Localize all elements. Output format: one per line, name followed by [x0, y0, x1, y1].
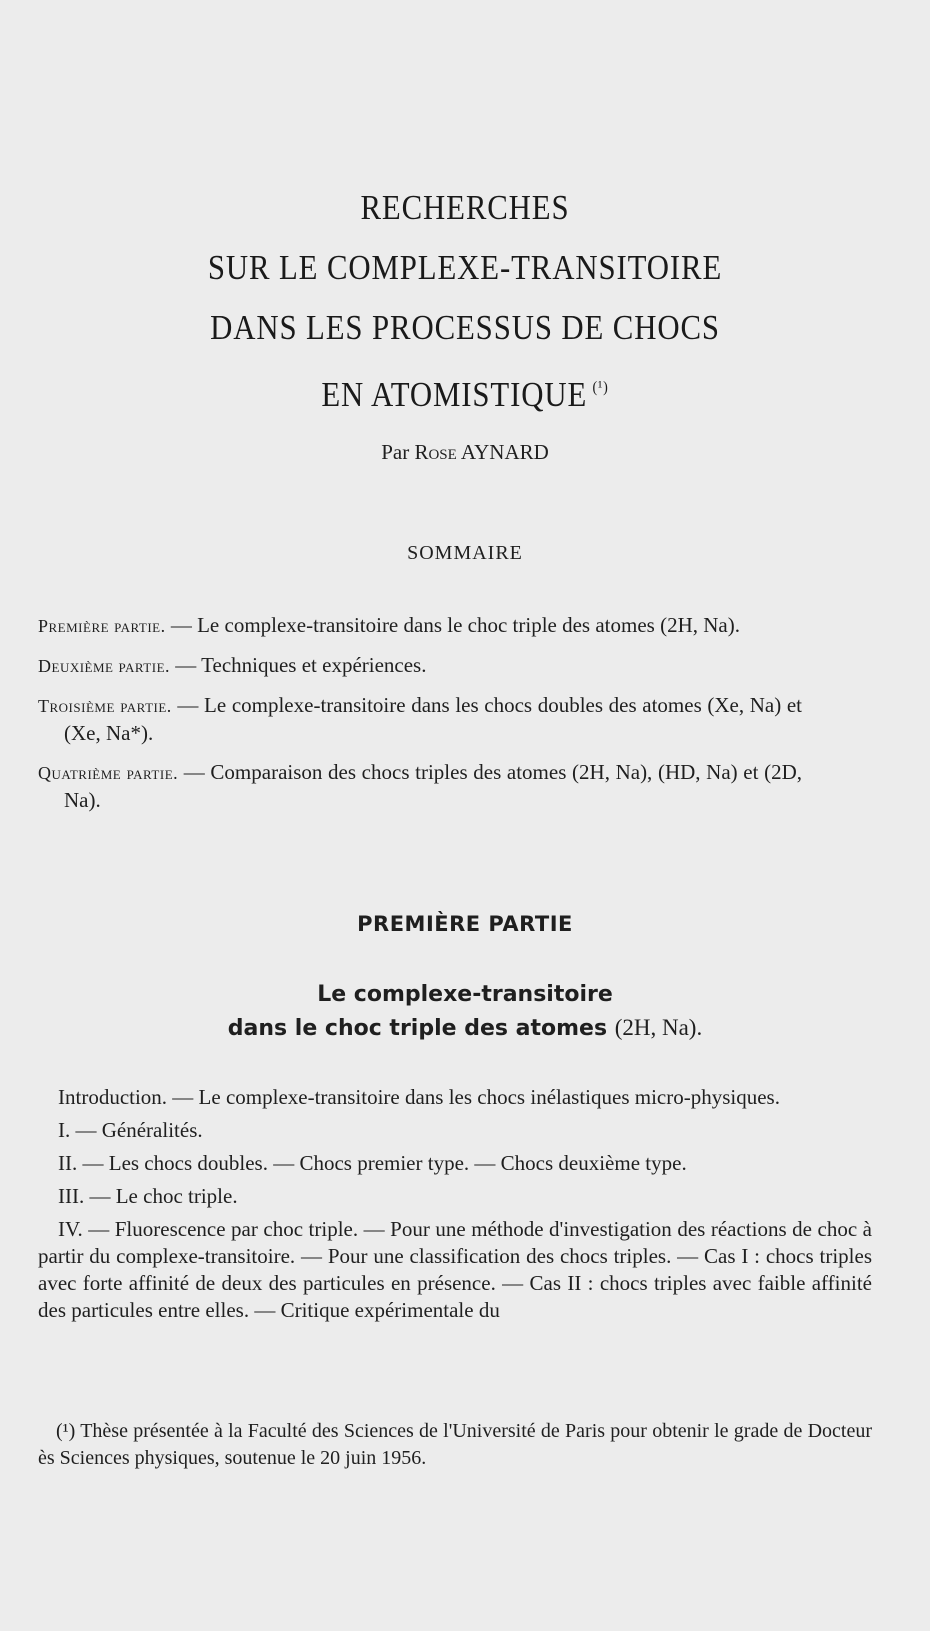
sommaire-list [38, 612, 802, 826]
toc-introduction: Introduction. — Le complexe-transitoire dans les chocs inélastiques micro-physiques. [58, 1085, 780, 1109]
part-subtitle-line-1: Le complexe-transitoire [317, 982, 613, 1007]
title-line-2: SUR LE COMPLEXE-TRANSITOIRE [207, 248, 723, 287]
author-last-name: AYNARD [460, 440, 549, 464]
footnote-mark: (¹) [56, 1420, 76, 1442]
title-line-4 [56, 358, 874, 425]
sommaire-item-label: Deuxième partie. [38, 656, 171, 676]
sommaire-item-text: — Le complexe-transitoire dans le choc triple des atomes (2H, Na). [165, 613, 740, 637]
sommaire-item [38, 692, 802, 747]
sommaire-item-label: Quatrième partie. [38, 763, 179, 783]
part-contents [38, 1084, 872, 1330]
sommaire-item [38, 652, 802, 680]
footnote [38, 1418, 872, 1472]
toc-section-iii: III. — Le choc triple. [58, 1184, 238, 1208]
sommaire-item-label: Troisième partie. [38, 696, 172, 716]
part-subtitle-line-2-text: dans le choc triple des atomes [227, 1016, 608, 1041]
author-prefix: Par [381, 440, 410, 464]
author-first-name: Rose [414, 440, 457, 464]
sommaire-item-text: — Le complexe-transitoire dans les chocs doubles des atomes (Xe, Na) et (Xe, Na*). [64, 693, 802, 745]
part-subtitle [0, 978, 930, 1045]
title-line-1: RECHERCHES [360, 188, 570, 227]
sommaire-heading: SOMMAIRE [407, 542, 523, 564]
title-footnote-mark: (¹) [592, 379, 609, 396]
part-subtitle-line-2 [0, 1011, 930, 1045]
footnote-text: Thèse présentée à la Faculté des Sciences de l'Université de Paris pour obtenir le grade de Docteur ès Sciences physiques, soutenue le 20 juin 1956. [38, 1420, 872, 1469]
sommaire-item [38, 612, 802, 640]
toc-section-iv: IV. — Fluorescence par choc triple. — Pour une méthode d'investigation des réactions de choc à partir du complexe-transitoire. — Pour une classification des chocs triples. — Cas I : chocs triples avec forte affinité de deux des particules en présence. — Cas II : chocs triples avec faible affinité des particules entre elles. — Critique expérimentale du [38, 1217, 872, 1322]
part-heading: PREMIÈRE PARTIE [357, 912, 573, 936]
sommaire-item-text: — Techniques et expériences. [170, 653, 427, 677]
part-subtitle-line-2-tail: (2H, Na). [614, 1015, 703, 1040]
author-line [0, 440, 930, 465]
title-line-4-text: EN ATOMISTIQUE [321, 375, 588, 414]
sommaire-item [38, 759, 802, 814]
toc-section-i: I. — Généralités. [58, 1118, 203, 1142]
sommaire-item-text: — Comparaison des chocs triples des atomes (2H, Na), (HD, Na) et (2D, Na). [64, 760, 802, 812]
title-block [0, 178, 930, 425]
toc-section-ii: II. — Les chocs doubles. — Chocs premier type. — Chocs deuxième type. [58, 1151, 687, 1175]
title-line-3: DANS LES PROCESSUS DE CHOCS [210, 308, 720, 347]
sommaire-item-label: Première partie. [38, 616, 166, 636]
